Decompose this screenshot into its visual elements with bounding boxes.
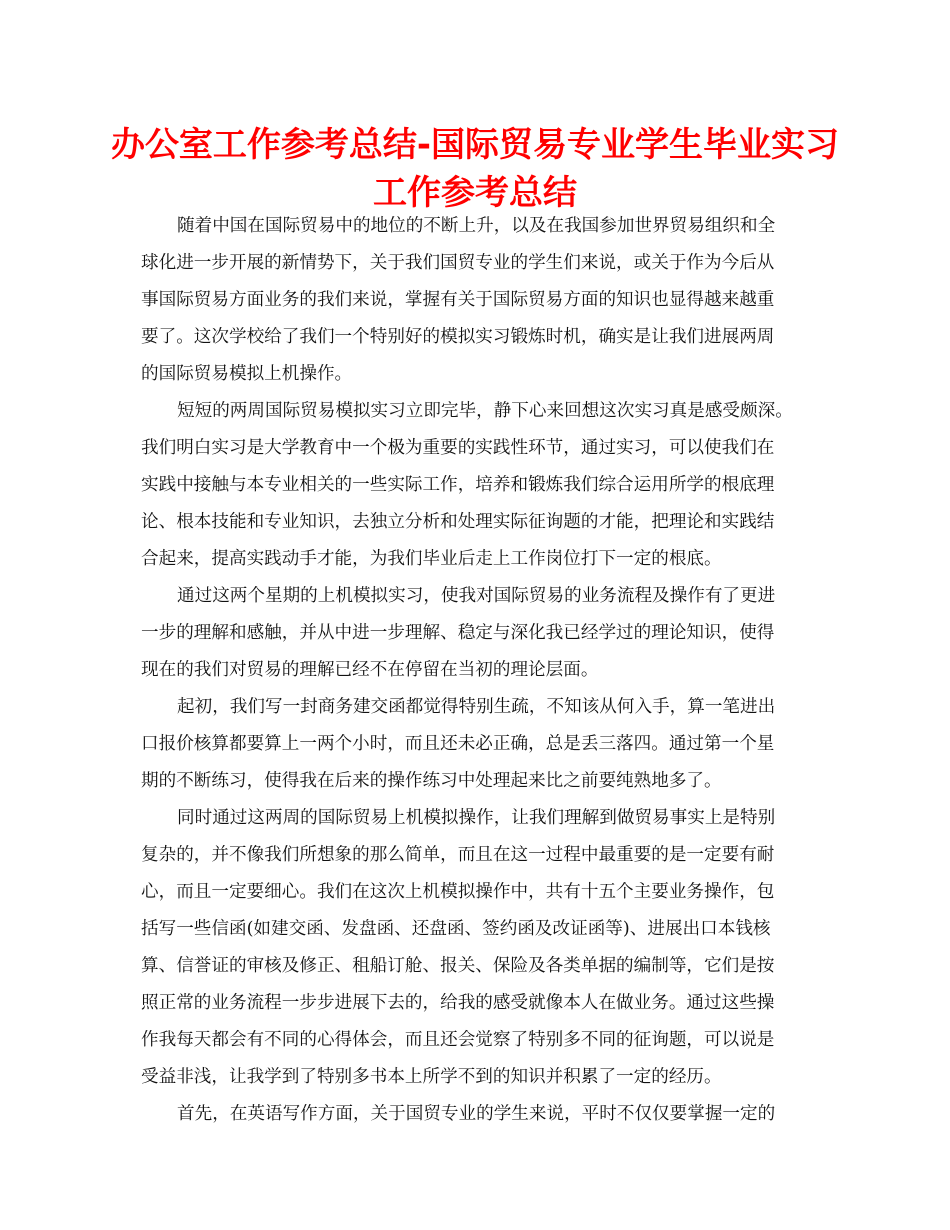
body-line: 复杂的，并不像我们所想象的那么简单，而且在这一过程中最重要的是一定要有耐 (141, 845, 775, 865)
body-line: 现在的我们对贸易的理解已经不在停留在当初的理论层面。 (141, 660, 599, 680)
document-title-line-1: 办公室工作参考总结-国际贸易专业学生毕业实习 (110, 125, 840, 165)
body-line: 事国际贸易方面业务的我们来说，掌握有关于国际贸易方面的知识也显得越来越重 (141, 290, 775, 310)
body-line: 合起来，提高实践动手才能，为我们毕业后走上工作岗位打下一定的根底。 (141, 549, 722, 569)
body-line: 期的不断练习，使得我在后来的操作练习中处理起来比之前要纯熟地多了。 (141, 771, 722, 791)
document-body (141, 208, 811, 1133)
body-line: 算、信誉证的审核及修正、租船订舱、报关、保险及各类单据的编制等，它们是按 (141, 956, 775, 976)
body-line: 作我每天都会有不同的心得体会，而且还会觉察了特别多不同的征询题，可以说是 (141, 1030, 775, 1050)
body-line: 我们明白实习是大学教育中一个极为重要的实践性环节，通过实习，可以使我们在 (141, 438, 775, 458)
body-line: 短短的两周国际贸易模拟实习立即完毕，静下心来回想这次实习真是感受颇深。 (177, 401, 793, 421)
body-line: 随着中国在国际贸易中的地位的不断上升，以及在我国参加世界贸易组织和全 (177, 216, 776, 236)
body-line: 论、根本技能和专业知识，去独立分析和处理实际征询题的才能，把理论和实践结 (141, 512, 775, 532)
body-line: 球化进一步开展的新情势下，关于我们国贸专业的学生们来说，或关于作为今后从 (141, 253, 775, 273)
body-line: 一步的理解和感触，并从中进一步理解、稳定与深化我已经学过的理论知识，使得 (141, 623, 775, 643)
body-line: 受益非浅，让我学到了特别多书本上所学不到的知识并积累了一定的经历。 (141, 1067, 722, 1087)
body-line: 的国际贸易模拟上机操作。 (141, 364, 353, 384)
body-line: 括写一些信函(如建交函、发盘函、还盘函、签约函及改证函等)、进展出口本钱核 (141, 919, 771, 939)
body-line: 心，而且一定要细心。我们在这次上机模拟操作中，共有十五个主要业务操作，包 (141, 882, 775, 902)
body-line: 实践中接触与本专业相关的一些实际工作，培养和锻炼我们综合运用所学的根底理 (141, 475, 775, 495)
body-line: 同时通过这两周的国际贸易上机模拟操作，让我们理解到做贸易事实上是特别 (177, 808, 776, 828)
body-line: 起初，我们写一封商务建交函都觉得特别生疏，不知该从何入手，算一笔进出 (177, 697, 776, 717)
document-title-line-2: 工作参考总结 (373, 173, 577, 213)
body-line: 要了。这次学校给了我们一个特别好的模拟实习锻炼时机，确实是让我们进展两周 (141, 327, 775, 347)
body-line: 通过这两个星期的上机模拟实习，使我对国际贸易的业务流程及操作有了更进 (177, 586, 776, 606)
body-line: 照正常的业务流程一步步进展下去的，给我的感受就像本人在做业务。通过这些操 (141, 993, 775, 1013)
body-line: 口报价核算都要算上一两个小时，而且还未必正确，总是丢三落四。通过第一个星 (141, 734, 775, 754)
body-line: 首先，在英语写作方面，关于国贸专业的学生来说，平时不仅仅要掌握一定的 (177, 1104, 776, 1124)
